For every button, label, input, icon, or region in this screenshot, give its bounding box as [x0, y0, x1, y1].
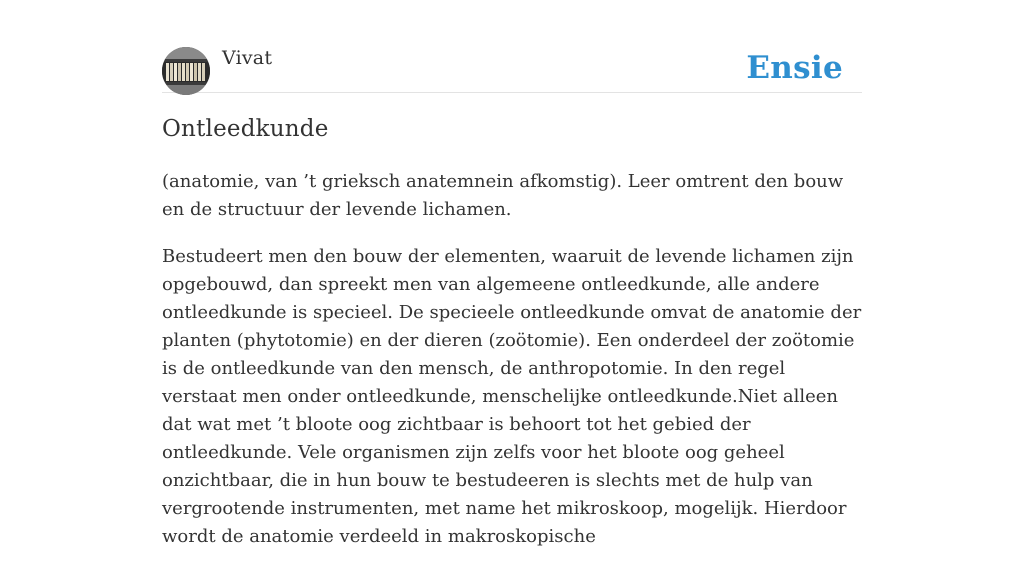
- article-paragraph: (anatomie, van ’t grieksch anatemnein afkomstig). Leer omtrent den bouw en de structuur der levende lichamen.: [162, 171, 844, 220]
- author-name[interactable]: Vivat: [222, 47, 273, 69]
- header: [162, 46, 862, 93]
- article-title: Ontleedkunde: [162, 116, 329, 142]
- brand-logo[interactable]: Ensie: [746, 50, 843, 86]
- article-paragraph: Bestudeert men den bouw der elementen, waaruit de levende lichamen zijn opgebouwd, dan spreekt men van algemeene ontleedkunde, alle andere ontleedkunde is specieel. De specieele ontleedkunde omvat de anatomie der planten (phytotomie) en der dieren (zoötomie). Een onderdeel der zoötomie is de ontleedkunde van den mensch, de anthropotomie. In den regel verstaat men onder ontleedkunde, menschelijke ontleedkunde.Niet alleen dat wat met ’t bloote oog zichtbaar is behoort tot het gebied der ontleedkunde. Vele organismen zijn zelfs voor het bloote oog geheel onzichtbaar, die in hun bouw te bestudeeren is slechts met de hulp van vergrootende instrumenten, met name het mikroskoop, mogelijk. Hierdoor wordt de anatomie verdeeld in makroskopische: [162, 246, 862, 547]
- article-body: [162, 168, 862, 570]
- avatar[interactable]: [162, 47, 210, 95]
- bookshelf-icon: [162, 47, 210, 95]
